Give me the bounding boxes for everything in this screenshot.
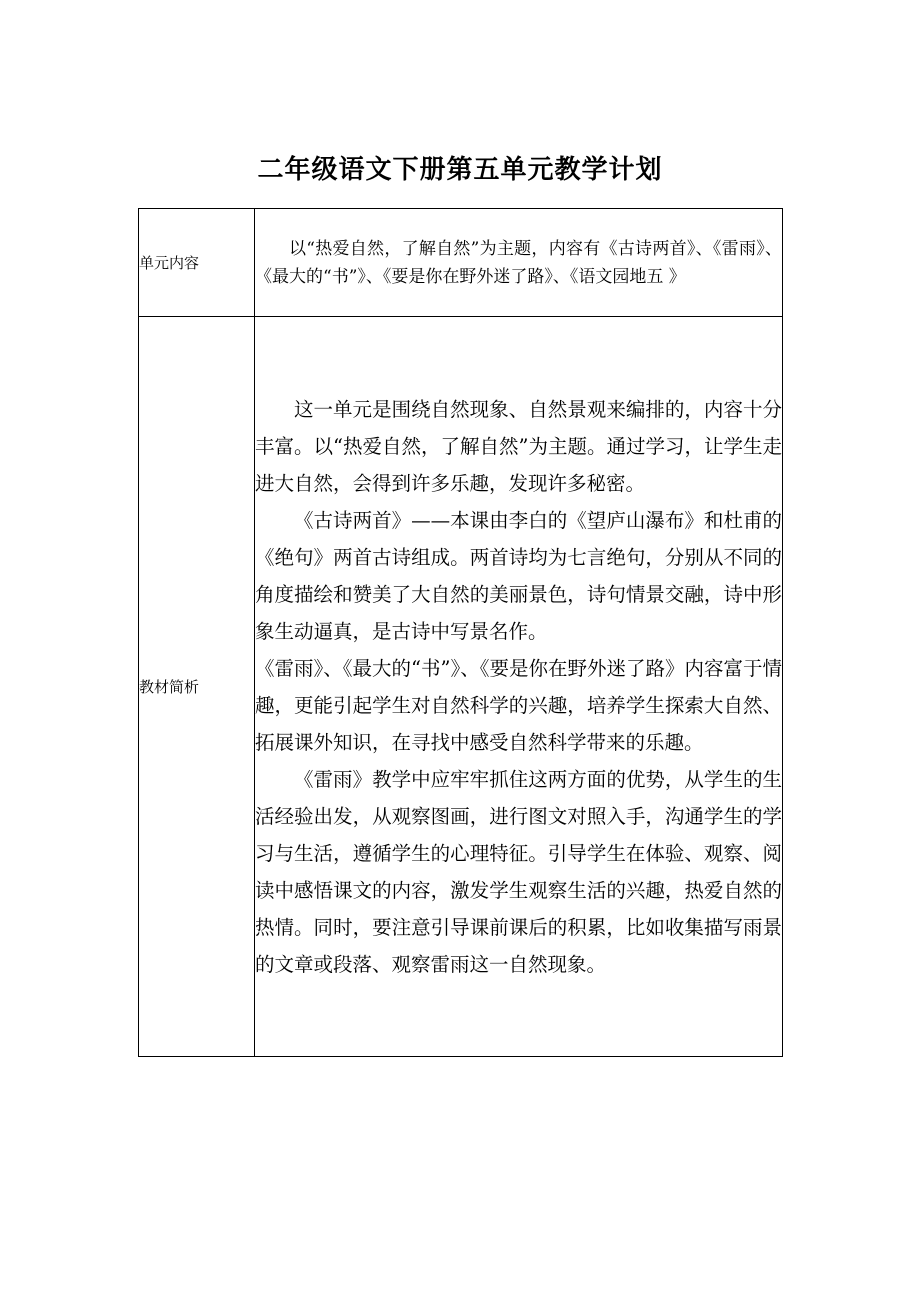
analysis-paragraph-overview: 这一单元是围绕自然现象、自然景观来编排的，内容十分丰富。以“热爱自然，了解自然”为主题。通过学习，让学生走进大自然，会得到许多乐趣，发现许多秘密。: [255, 397, 782, 495]
analysis-paragraph-ancient-poems: 《古诗两首》——本课由李白的《望庐山瀑布》和杜甫的《绝句》两首古诗组成。两首诗均为七言绝句，分别从不同的角度描绘和赞美了大自然的美丽景色，诗句情景交融，诗中形象生动逼真，是古诗中写景名作。: [255, 508, 782, 643]
document-title: 二年级语文下册第五单元教学计划: [257, 155, 663, 185]
table-row-unit-content: [139, 209, 783, 317]
row-label-unit-content: 单元内容: [139, 209, 255, 317]
unit-content-cell: [255, 209, 783, 317]
analysis-paragraph-lessons: 《雷雨》、《最大的“书”》、《要是你在野外迷了路》内容富于情趣，更能引起学生对自然科学的兴趣，培养学生探索大自然、拓展课外知识，在寻找中感受自然科学带来的乐趣。: [255, 656, 782, 754]
unit-content-text: 以“热爱自然，了解自然”为主题，内容有《古诗两首》、《雷雨》、《最大的“书”》、《要是你在野外迷了路》、《语文园地五 》: [255, 238, 782, 287]
material-analysis-cell: [255, 317, 783, 1057]
row-label-material-analysis: 教材简析: [139, 317, 255, 1057]
table-row-material-analysis: [139, 317, 783, 1057]
plan-table: [138, 208, 783, 1057]
analysis-paragraph-thunderstorm: 《雷雨》教学中应牢牢抓住这两方面的优势，从学生的生活经验出发，从观察图画，进行图文对照入手，沟通学生的学习与生活，遵循学生的心理特征。引导学生在体验、观察、阅读中感悟课文的内容，激发学生观察生活的兴趣，热爱自然的热情。同时，要注意引导课前课后的积累，比如收集描写雨景的文章或段落、观察雷雨这一自然现象。: [255, 767, 782, 976]
